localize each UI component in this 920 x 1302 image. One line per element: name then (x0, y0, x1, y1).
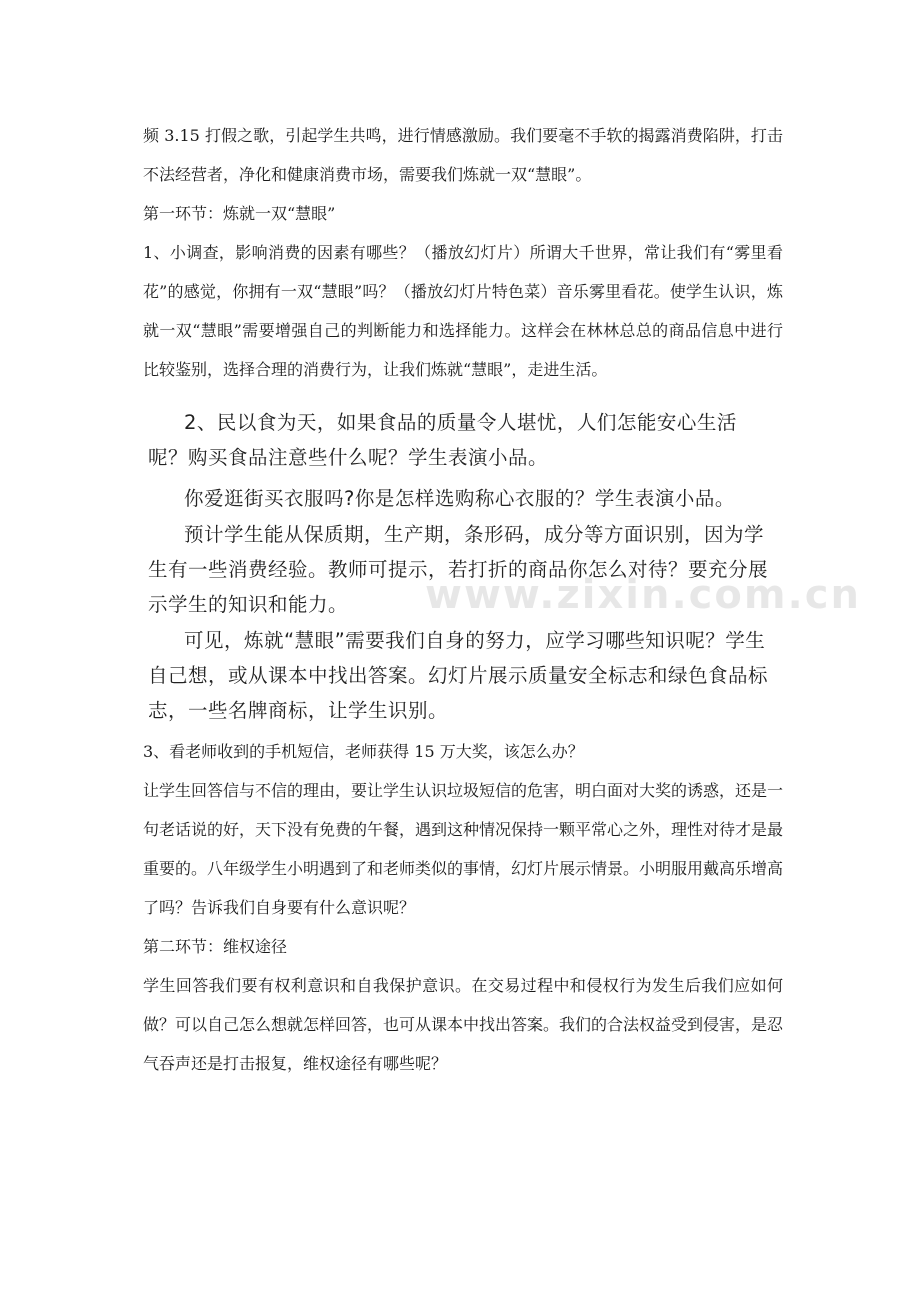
paragraph-survey: 1、小调查，影响消费的因素有哪些？（播放幻灯片）所谓大千世界，常让我们有“雾里看花”的感觉，你拥有一双“慧眼”吗？（播放幻灯片特色菜）音乐雾里看花。使学生认识，炼就一双“慧眼”需要增强自己的判断能力和选择能力。这样会在林林总总的商品信息中进行比较鉴别，选择合理的消费行为，让我们炼就“慧眼”，走进生活。 (143, 243, 783, 379)
paragraph-rights: 学生回答我们要有权利意识和自我保护意识。在交易过程中和侵权行为发生后我们应如何做？可以自己怎么想就怎样回答，也可从课本中找出答案。我们的合法权益受到侵害，是忍气吞声还是打击报复，维权途径有哪些呢？ (143, 976, 784, 1073)
paragraph-sms: 3、看老师收到的手机短信，老师获得 15 万大奖，该怎么办？ (143, 742, 584, 761)
scanned-text-food: 2、民以食为天，如果食品的质量令人堪忧，人们怎能安心生活呢？购买食品注意些什么呢？学生表演小品。 (148, 411, 737, 469)
scanned-text-prediction: 预计学生能从保质期，生产期，条形码，成分等方面识别，因为学生有一些消费经验。教师可提示，若打折的商品你怎么对待？要充分展示学生的知识和能力。 (148, 523, 769, 616)
paragraph-answer: 让学生回答信与不信的理由，要让学生认识垃圾短信的危害，明白面对大奖的诱惑，还是一句老话说的好，天下没有免费的午餐，遇到这种情况保持一颗平常心之外，理性对待才是最重要的。八年级学生小明遇到了和老师类似的事情，幻灯片展示情景。小明服用戴高乐增高了吗？告诉我们自身要有什么意识呢？ (143, 781, 784, 917)
scanned-text-clothes: 你爱逛街买衣服吗?你是怎样选购称心衣服的？学生表演小品。 (184, 487, 735, 510)
section-heading-2: 第二环节：维权途径 (143, 937, 288, 956)
paragraph-intro: 频 3.15 打假之歌，引起学生共鸣，进行情感激励。我们要毫不手软的揭露消费陷阱，打击不法经营者，净化和健康消费市场，需要我们炼就一双“慧眼”。 (143, 126, 783, 184)
scanned-text-conclusion: 可见，炼就“慧眼”需要我们自身的努力，应学习哪些知识呢？学生自己想，或从课本中找出答案。幻灯片展示质量安全标志和绿色食品标志，一些名牌商标，让学生识别。 (148, 629, 769, 722)
scanned-paragraph-conclusion (148, 623, 768, 728)
scanned-paragraph-prediction (148, 517, 768, 622)
watermark: www.zixin.com.cn (425, 572, 861, 618)
scanned-paragraph-food (148, 405, 768, 475)
scanned-paragraph-clothes (148, 481, 768, 516)
section-heading-1: 第一环节：炼就一双“慧眼” (143, 204, 336, 223)
